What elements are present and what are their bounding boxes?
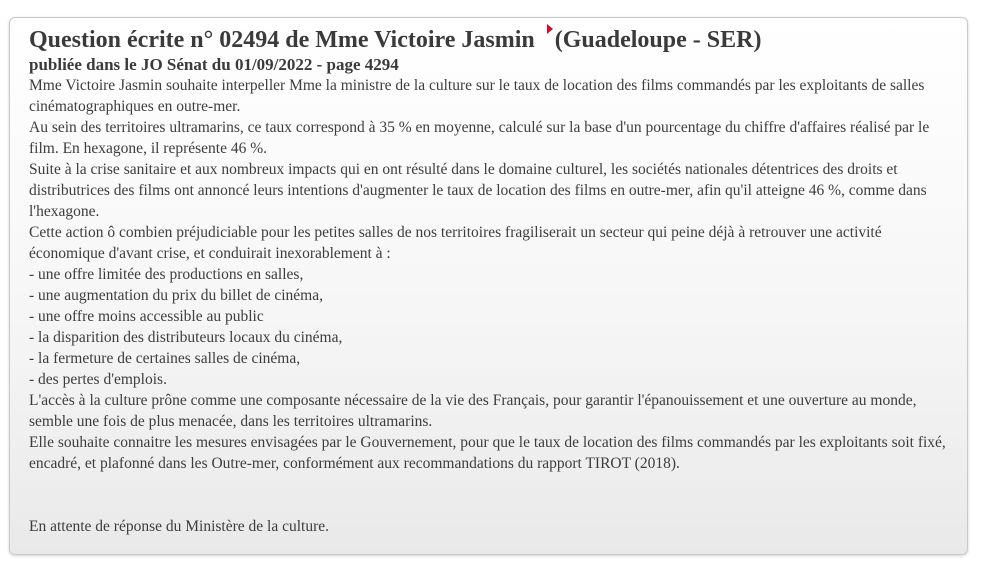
paragraph: L'accès à la culture prône comme une composante nécessaire de la vie des Français, pour garantir l'épanouissement et une ouverture au monde, semble une fois de plus menacée, dans les territoires ultramarins. (29, 392, 917, 430)
question-card (9, 17, 968, 555)
response-status: En attente de réponse du Ministère de la culture. (29, 518, 329, 535)
senator-party: (Guadeloupe - SER) (554, 27, 762, 53)
question-title (29, 24, 949, 55)
list-item: - la fermeture de certaines salles de cinéma, (29, 350, 301, 367)
list-item: - une offre limitée des productions en salles, (29, 266, 304, 283)
list-item: - une offre moins accessible au public (29, 308, 264, 325)
party-flag-icon (547, 24, 553, 34)
list-item: - la disparition des distributeurs locaux du cinéma, (29, 329, 343, 346)
paragraph: Elle souhaite connaitre les mesures envisagées par le Gouvernement, pour que le taux de location des films commandés par les exploitants soit fixé, encadré, et plafonné dans les Outre-mer, conformément aux recommandations du rapport TIROT (2018). (29, 434, 946, 472)
question-title-text: Question écrite n° 02494 de Mme Victoire Jasmin (29, 27, 535, 53)
list-item: - des pertes d'emplois. (29, 371, 167, 388)
publication-info: publiée dans le JO Sénat du 01/09/2022 - page 4294 (29, 55, 399, 74)
paragraph: Cette action ô combien préjudiciable pour les petites salles de nos territoires fragiliserait un secteur qui peine déjà à retrouver une activité économique d'avant crise, et conduirait inexorablement à : (29, 224, 882, 262)
paragraph: Suite à la crise sanitaire et aux nombreux impacts qui en ont résulté dans le domaine culturel, les sociétés nationales détentrices des droits et distributrices des films ont annoncé leurs intentions d'augmenter le taux de location des films en outre-mer, afin qu'il atteigne 46 %, comme dans l'hexagone. (29, 161, 927, 220)
question-body (29, 75, 949, 474)
list-item: - une augmentation du prix du billet de cinéma, (29, 287, 323, 304)
paragraph: Au sein des territoires ultramarins, ce taux correspond à 35 % en moyenne, calculé sur la base d'un pourcentage du chiffre d'affaires réalisé par le film. En hexagone, il représente 46 %. (29, 119, 930, 157)
paragraph: Mme Victoire Jasmin souhaite interpeller Mme la ministre de la culture sur le taux de location des films commandés par les exploitants de salles cinématographiques en outre-mer. (29, 77, 925, 115)
